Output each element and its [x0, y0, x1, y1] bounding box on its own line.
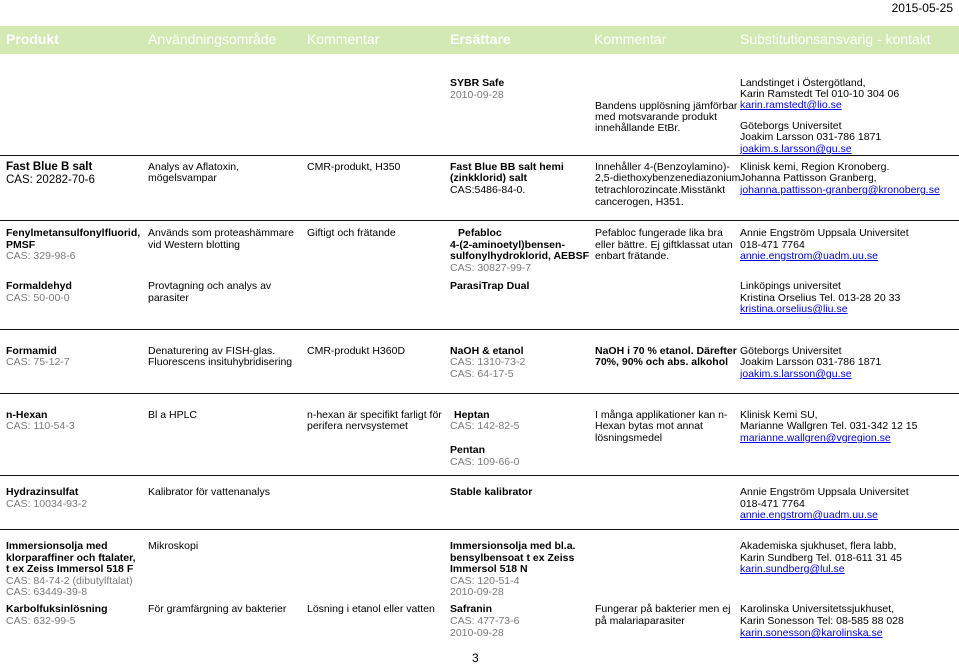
comment-text: CMR-produkt, H350	[307, 161, 401, 173]
comment-text: CMR-produkt H360D	[307, 345, 406, 357]
substitute-name: Heptan	[454, 409, 490, 421]
comment-line: 70%, 90% och abs. alkohol	[595, 356, 729, 368]
contact-line: Linköpings universitet	[740, 280, 841, 292]
product-name: t ex Zeiss Immersol 518 F	[6, 563, 134, 575]
comment-line: Pefabloc fungerade lika bra	[595, 227, 723, 239]
comment-line: cancerogen, H351.	[595, 196, 684, 208]
contact-line: Klinisk kemi, Region Kronoberg.	[740, 161, 890, 173]
substitute-cas: CAS: 64-17-5	[450, 368, 514, 380]
contact-line: Göteborgs Universitet	[740, 345, 842, 357]
product-name: PMSF	[6, 239, 36, 251]
comment-line: Hexan bytas mot annat	[595, 420, 703, 432]
substitute-line: (zinkklorid) salt	[450, 172, 528, 184]
substitute-cas: CAS: 1310-73-2	[450, 356, 526, 368]
substitute-date: 2010-09-28	[450, 627, 504, 639]
row-divider	[0, 475, 959, 476]
substitute-cas: CAS: 142-82-5	[450, 420, 520, 432]
substitute-name: Pentan	[450, 444, 486, 456]
contact-line: Klinisk Kemi SU,	[740, 409, 818, 421]
use-text: Bl a HPLC	[148, 409, 198, 421]
contact-email-link[interactable]: annie.engstrom@uadm.uu.se	[740, 509, 878, 521]
contact-email-link[interactable]: joakim.s.larsson@gu.se	[740, 368, 852, 380]
contact-line: Karin Sonesson Tel: 08-585 88 028	[740, 615, 904, 627]
substitute-date: 2010-09-28	[450, 89, 504, 101]
contact-line: Marianne Wallgren Tel. 031-342 12 15	[740, 420, 918, 432]
substitute-name: SYBR Safe	[450, 77, 505, 89]
substitute-cas: CAS: 477-73-6	[450, 615, 520, 627]
product-name: Formamid	[6, 345, 57, 357]
use-text: Mikroskopi	[148, 540, 199, 552]
substitute-name: NaOH & etanol	[450, 345, 524, 357]
use-line: mögelsvampar	[148, 172, 217, 184]
substitute-line: 4-(2-aminoetyl)bensen-	[450, 239, 565, 251]
use-line: Analys av Aflatoxin,	[148, 161, 240, 173]
contact-line: Landstinget i Östergötland,	[740, 77, 866, 89]
product-cas: CAS: 329-98-6	[6, 250, 76, 262]
contact-line: Göteborgs Universitet	[740, 120, 842, 132]
contact-line: 018-471 7764	[740, 239, 805, 251]
comment-line: perifera nervsystemet	[307, 420, 408, 432]
substitute-line: Pefabloc	[458, 227, 502, 239]
comment-text: Lösning i etanol eller vatten	[307, 603, 435, 615]
header-ersattare: Ersättare	[450, 31, 511, 47]
use-text: Kalibrator för vattenanalys	[148, 486, 270, 498]
comment-line: Innehåller 4-(Benzoylamino)-	[595, 161, 730, 173]
contact-email-link[interactable]: joakim.s.larsson@gu.se	[740, 143, 852, 155]
header-anvandningsomrade: Användningsområde	[148, 31, 277, 47]
contact-email-link[interactable]: johanna.pattisson-granberg@kronoberg.se	[740, 184, 940, 196]
substitute-date: 2010-09-28	[450, 586, 504, 598]
contact-email-link[interactable]: karin.ramstedt@lio.se	[740, 99, 842, 111]
contact-email-link[interactable]: marianne.wallgren@vgregion.se	[740, 432, 891, 444]
use-line: Denaturering av FISH-glas.	[148, 345, 276, 357]
contact-line: Kristina Orselius Tel. 013-28 20 33	[740, 292, 901, 304]
substitute-line: Immersol 518 N	[450, 563, 528, 575]
contact-line: Joakim Larsson 031-786 1871	[740, 131, 882, 143]
comment-line: tetrachlorozincate.Misstänkt	[595, 184, 726, 196]
comment-line: lösningsmedel	[595, 432, 663, 444]
header-kommentar: Kommentar	[307, 31, 380, 47]
row-divider	[0, 220, 959, 221]
document-date: 2015-05-25	[891, 1, 953, 15]
product-name: klorparaffiner och ftalater,	[6, 552, 136, 564]
contact-email-link[interactable]: karin.sundberg@lul.se	[740, 563, 845, 575]
contact-email-link[interactable]: karin.sonesson@karolinska.se	[740, 627, 883, 639]
comment-line: Bandens upplösning jämförbar	[595, 100, 738, 112]
product-name: Fast Blue B salt	[6, 161, 93, 173]
product-name: Hydrazinsulfat	[6, 486, 79, 498]
product-cas: CAS: 75-12-7	[6, 356, 70, 368]
comment-line: på malariaparasiter	[595, 615, 685, 627]
substitute-line: Immersionsolja med bl.a.	[450, 540, 576, 552]
comment-line: I många applikationer kan n-	[595, 409, 728, 421]
substitute-line: sulfonylhydroklorid, AEBSF	[450, 250, 590, 262]
row-divider	[0, 393, 959, 394]
page-number: 3	[472, 651, 479, 665]
comment-line: 2,5-diethoxybenzenediazonium	[595, 172, 741, 184]
product-cas: CAS: 632-99-5	[6, 615, 76, 627]
comment-text: Giftigt och frätande	[307, 227, 396, 239]
use-line: Används som proteashämmare	[148, 227, 294, 239]
substitute-cas: CAS:5486-84-0.	[450, 184, 526, 196]
use-line: vid Western blotting	[148, 239, 241, 251]
product-cas: CAS: 63449-39-8	[6, 586, 88, 598]
comment-line: enbart frätande.	[595, 250, 670, 262]
use-line: Fluorescens insituhybridisering	[148, 356, 293, 368]
contact-line: Annie Engström Uppsala Universitet	[740, 486, 909, 498]
row-divider	[0, 529, 959, 530]
contact-email-link[interactable]: annie.engstrom@uadm.uu.se	[740, 250, 878, 262]
comment-line: med motsvarande produkt	[595, 111, 717, 123]
use-line: Provtagning och analys av	[148, 280, 272, 292]
product-name: Karbolfuksinlösning	[6, 603, 108, 615]
use-line: parasiter	[148, 292, 189, 304]
header-kommentar-2: Kommentar	[594, 31, 667, 47]
substitute-cas: CAS: 109-66-0	[450, 456, 520, 468]
product-cas: CAS: 20282-70-6	[6, 174, 95, 186]
contact-line: 018-471 7764	[740, 498, 805, 510]
contact-line: Annie Engström Uppsala Universitet	[740, 227, 909, 239]
product-name: n-Hexan	[6, 409, 48, 421]
product-cas: CAS: 50-00-0	[6, 292, 70, 304]
substitute-cas: CAS: 30827-99-7	[450, 262, 532, 274]
use-text: För gramfärgning av bakterier	[148, 603, 287, 615]
comment-line: eller bättre. Ej giftklassat utan	[595, 239, 733, 251]
comment-line: Fungerar på bakterier men ej	[595, 603, 731, 615]
substitute-line: Fast Blue BB salt hemi	[450, 161, 564, 173]
comment-line: NaOH i 70 % etanol. Därefter	[595, 345, 737, 357]
product-name: Immersionsolja med	[6, 540, 108, 552]
contact-line: Karin Sundberg Tel. 018-611 31 45	[740, 552, 902, 564]
row-divider	[0, 329, 959, 330]
product-name: Formaldehyd	[6, 280, 72, 292]
substitute-cas: CAS: 120-51-4	[450, 575, 520, 587]
comment-line: n-hexan är specifikt farligt för	[307, 409, 442, 421]
product-name: Fenylmetansulfonylfluorid,	[6, 227, 141, 239]
substitute-line: bensylbensoat t ex Zeiss	[450, 552, 575, 564]
product-cas: CAS: 84-74-2 (dibutylftalat)	[6, 575, 133, 587]
product-cas: CAS: 10034-93-2	[6, 498, 88, 510]
product-cas: CAS: 110-54-3	[6, 420, 75, 432]
contact-email-link[interactable]: kristina.orselius@liu.se	[740, 303, 848, 315]
header-produkt: Produkt	[6, 31, 59, 47]
contact-line: Karolinska Universitetssjukhuset,	[740, 603, 895, 615]
substitute-name: Stable kalibrator	[450, 486, 533, 498]
contact-line: Akademiska sjukhuset, flera labb,	[740, 540, 897, 552]
substitute-name: ParasiTrap Dual	[450, 280, 530, 292]
contact-line: Karin Ramstedt Tel 010-10 304 06	[740, 88, 900, 100]
substitute-name: Safranin	[450, 603, 493, 615]
row-divider	[0, 155, 959, 156]
contact-line: Joakim Larsson 031-786 1871	[740, 356, 882, 368]
contact-line: Johanna Pattisson Granberg,	[740, 172, 877, 184]
comment-line: innehållande EtBr.	[595, 122, 681, 134]
header-substitutionsansvarig: Substitutionsansvarig - kontakt	[740, 31, 931, 47]
